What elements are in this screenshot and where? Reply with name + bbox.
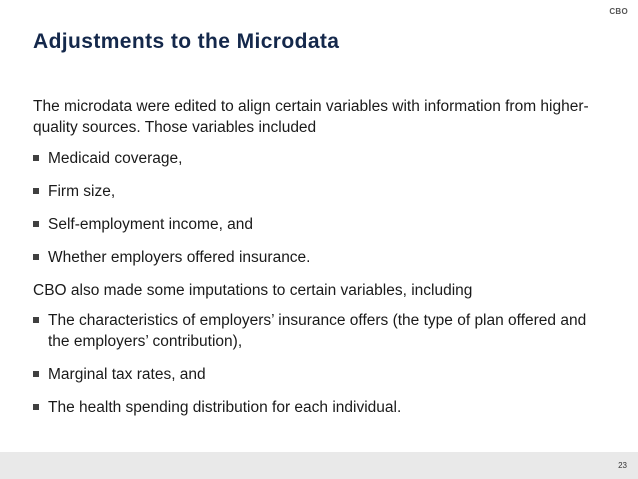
intro-paragraph: The microdata were edited to align certain variables with information from higher-quality sources. Those variables included xyxy=(33,98,589,136)
imputed-variables-list xyxy=(33,310,593,418)
list-item-text: The characteristics of employers’ insurance offers (the type of plan offered and the employers’ contribution), xyxy=(48,312,587,350)
list-item xyxy=(33,364,593,385)
slide-content xyxy=(33,96,593,430)
list-item xyxy=(33,214,593,235)
slide-title: Adjustments to the Microdata xyxy=(33,30,340,53)
org-label: CBO xyxy=(609,7,628,16)
list-item xyxy=(33,397,593,418)
list-item-text: The health spending distribution for each individual. xyxy=(48,399,402,416)
list-item-text: Medicaid coverage, xyxy=(48,150,183,167)
list-item-text: Whether employers offered insurance. xyxy=(48,249,311,266)
bullet-marker-icon xyxy=(33,317,39,323)
bullet-marker-icon xyxy=(33,254,39,260)
imputations-paragraph: CBO also made some imputations to certain variables, including xyxy=(33,282,473,299)
footer-bar xyxy=(0,452,638,479)
list-item-text: Marginal tax rates, and xyxy=(48,366,206,383)
bullet-marker-icon xyxy=(33,188,39,194)
list-item xyxy=(33,181,593,202)
bullet-marker-icon xyxy=(33,155,39,161)
list-item xyxy=(33,148,593,169)
list-item xyxy=(33,247,593,268)
adjusted-variables-list xyxy=(33,148,593,268)
list-item-text: Firm size, xyxy=(48,183,116,200)
bullet-marker-icon xyxy=(33,404,39,410)
page-number: 23 xyxy=(618,461,627,470)
list-item-text: Self-employment income, and xyxy=(48,216,254,233)
list-item xyxy=(33,310,593,352)
bullet-marker-icon xyxy=(33,221,39,227)
bullet-marker-icon xyxy=(33,371,39,377)
